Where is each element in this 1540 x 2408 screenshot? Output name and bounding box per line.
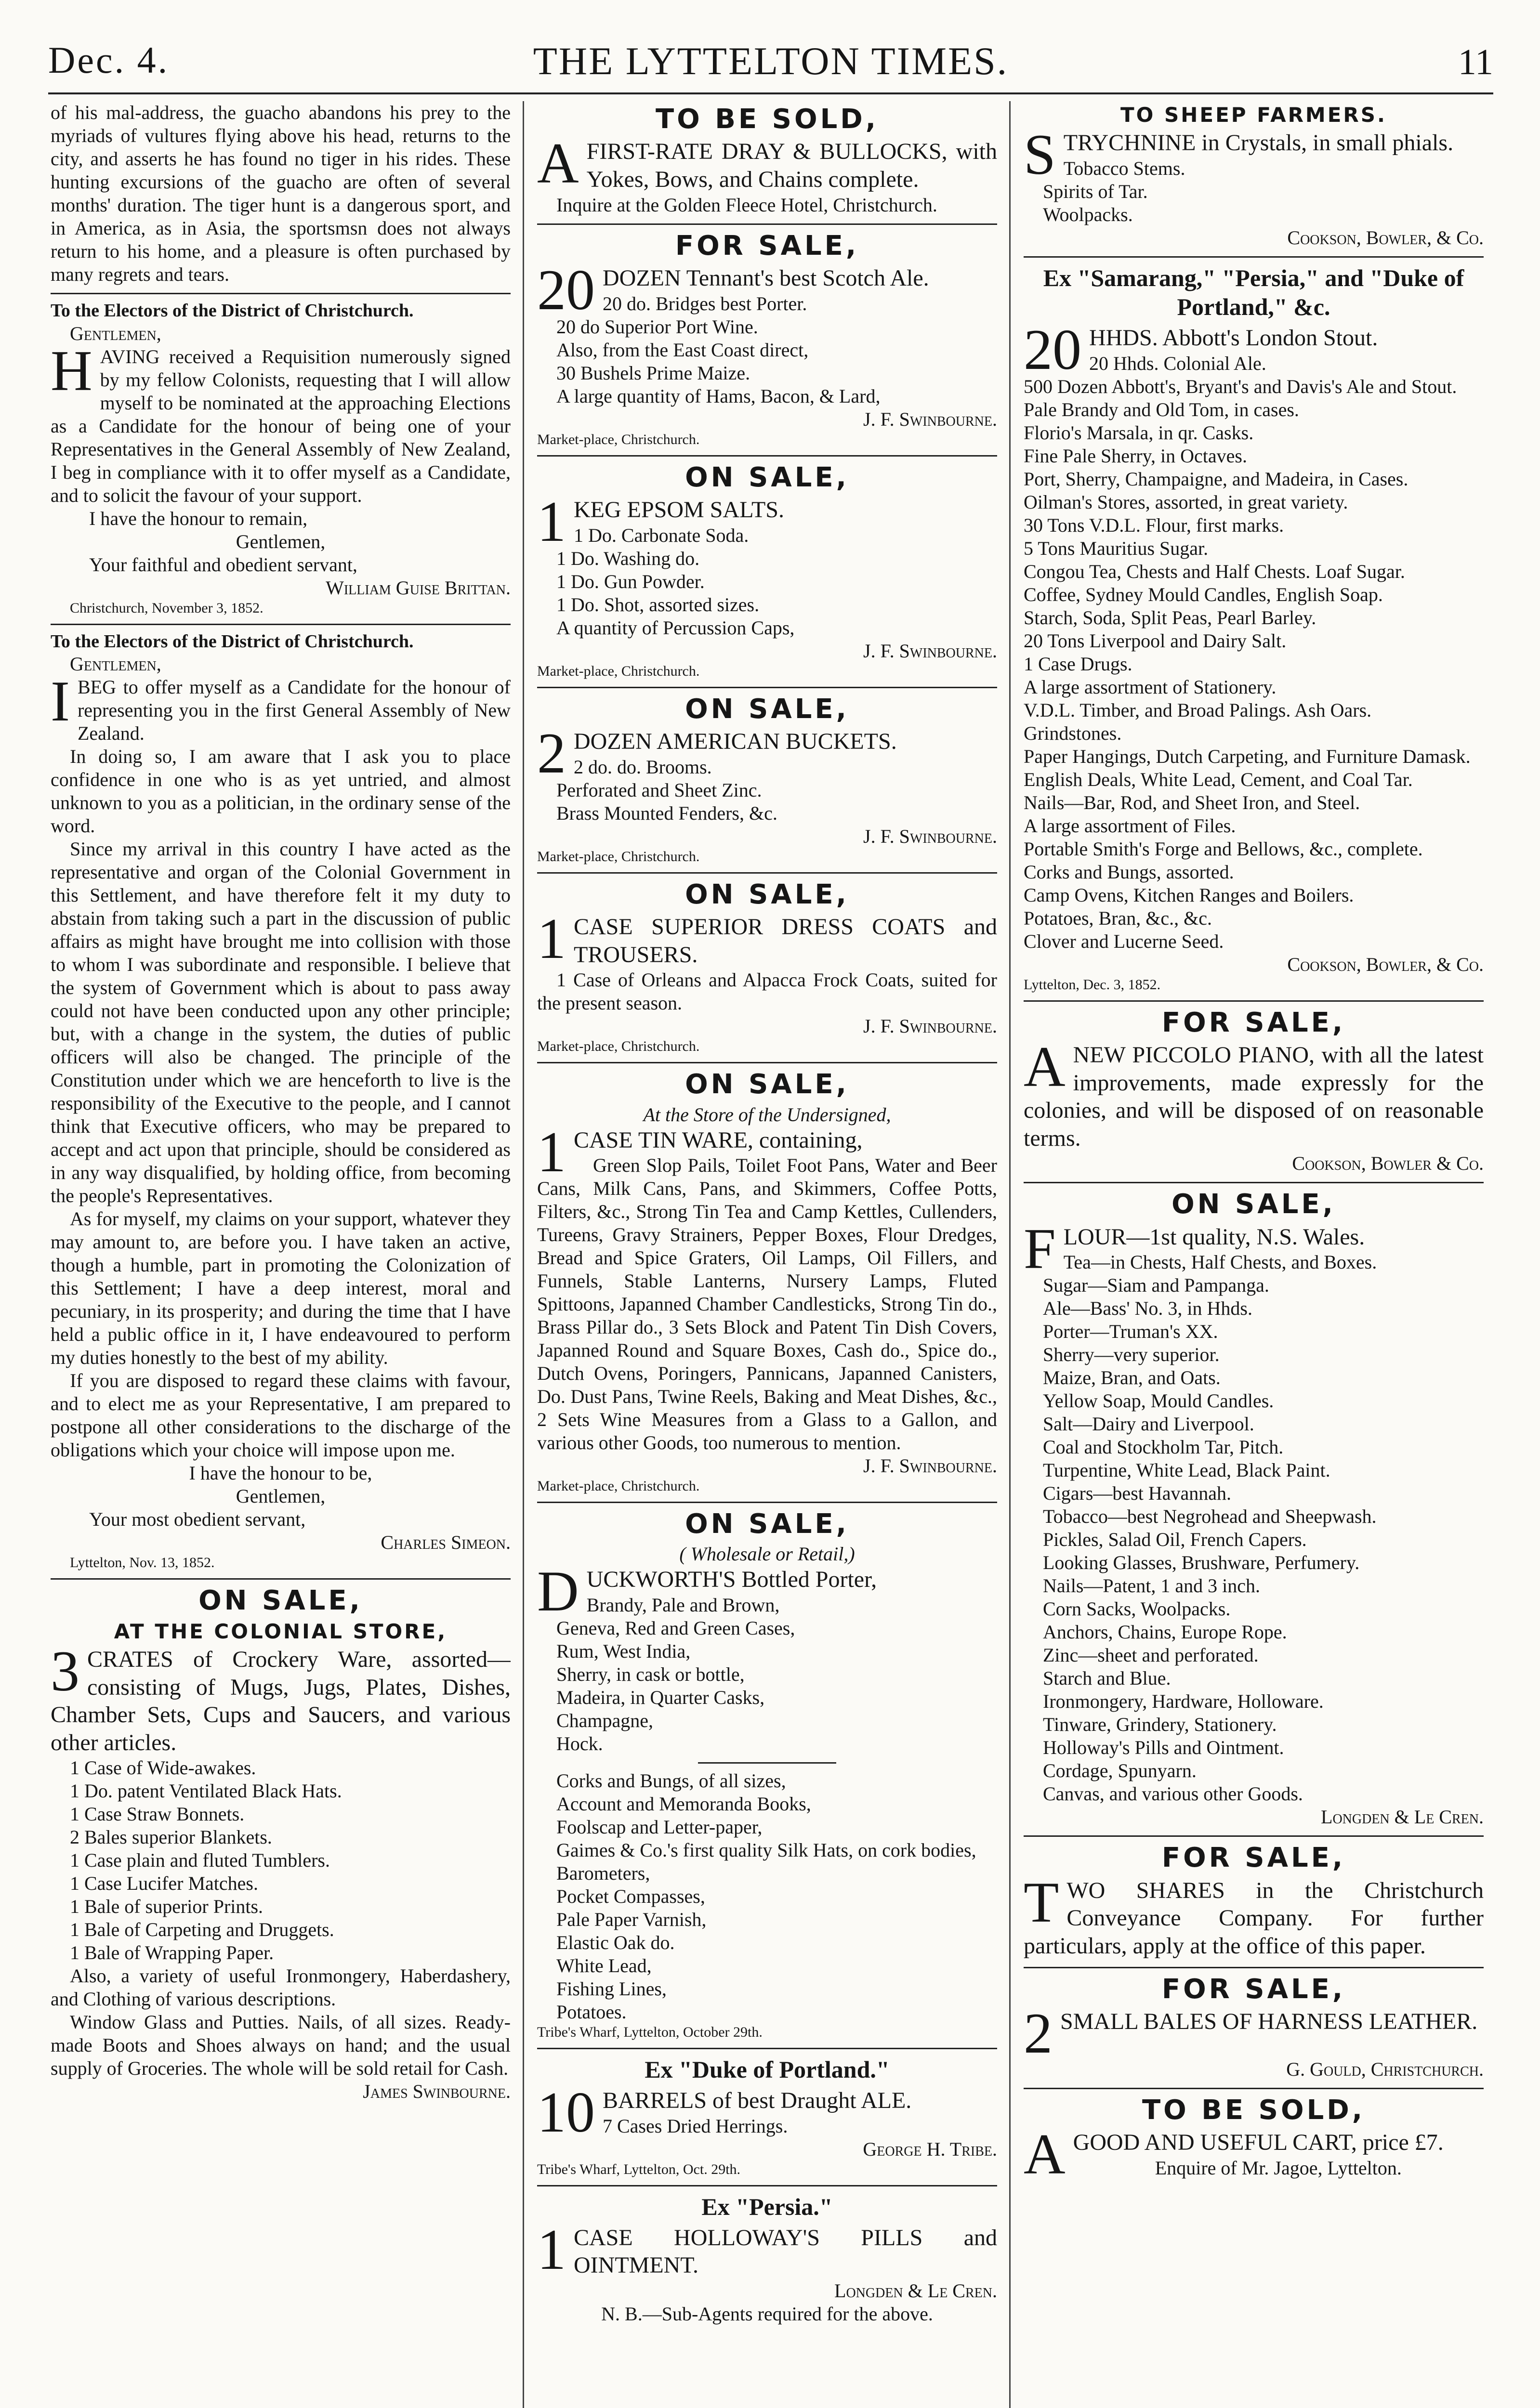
divider bbox=[537, 872, 997, 874]
dateline: Market-place, Christchurch. bbox=[537, 1038, 700, 1055]
ad-lead: 20 Hhds. Colonial Ale. bbox=[1089, 352, 1266, 374]
list-item: 2 Bales superior Blankets. bbox=[70, 1826, 272, 1848]
address-paragraph: As for myself, my claims on your support, whatever they may amount to, are before you. I have taken an active, though a humble, part in promoting the Colonization of this Settlement; I have a deep interest, moral and pecuniary, in its prosperity; and during the time that I have held a public office in it, I have endeavoured to perform my duties honestly to the best of my ability. bbox=[51, 1208, 511, 1369]
list-item: Salt—Dairy and Liverpool. bbox=[1043, 1413, 1254, 1435]
divider bbox=[537, 2048, 997, 2049]
ad-heading: Ex "Persia." bbox=[701, 2193, 833, 2220]
list-item: 20 do. Bridges best Porter. bbox=[603, 292, 807, 314]
simeon-address bbox=[51, 631, 511, 1572]
list-item: Pickles, Salad Oil, French Capers. bbox=[1043, 1529, 1307, 1551]
list-item: Fishing Lines, bbox=[556, 1978, 667, 2000]
list-item: Sherry, in cask or bottle, bbox=[556, 1663, 745, 1686]
divider bbox=[537, 1062, 997, 1063]
list-item: A quantity of Percussion Caps, bbox=[556, 616, 795, 639]
holloway-ad bbox=[537, 2192, 997, 2326]
drop-initial: I bbox=[51, 669, 70, 733]
list-item: Account and Memoranda Books, bbox=[556, 1793, 811, 1815]
tin-ware-ad bbox=[537, 1069, 997, 1495]
ad-heading: Ex "Samarang," "Persia," and "Duke of Portland," &c. bbox=[1043, 264, 1464, 320]
item-list bbox=[1024, 1251, 1484, 1806]
list-item: 1 Case Lucifer Matches. bbox=[70, 1872, 258, 1895]
ad-heading: TO SHEEP FARMERS. bbox=[1120, 103, 1387, 127]
ad-lead: CASE TIN WARE, containing, bbox=[574, 1127, 863, 1153]
list-item: Potatoes, Bran, &c., &c. bbox=[1024, 907, 1212, 929]
ad-heading: ON SALE, bbox=[685, 878, 849, 910]
list-item: Coffee, Sydney Mould Candles, English Soap. bbox=[1024, 583, 1383, 605]
ad-lead: DOZEN Tennant's best Scotch Ale. bbox=[603, 265, 929, 291]
list-item: Corks and Bungs, assorted. bbox=[1024, 861, 1234, 883]
list-item: Tobacco Stems. bbox=[1063, 157, 1185, 179]
piano-ad bbox=[1024, 1008, 1484, 1176]
list-item: Nails—Patent, 1 and 3 inch. bbox=[1043, 1575, 1261, 1597]
ad-lead: UCKWORTH'S Bottled Porter, bbox=[586, 1567, 877, 1593]
address-paragraph: In doing so, I am aware that I ask you to place confidence in one who is as yet untried, and almost unknown to you as a politician, in the ordinary sense of the word. bbox=[51, 746, 511, 837]
list-item: English Deals, White Lead, Cement, and Coal Tar. bbox=[1024, 768, 1413, 790]
ad-heading: ON SALE, bbox=[685, 461, 849, 493]
list-item: Florio's Marsala, in qr. Casks. bbox=[1024, 421, 1254, 444]
item-list bbox=[1024, 157, 1484, 226]
item-list bbox=[51, 1756, 511, 1964]
list-item: Zinc—sheet and perforated. bbox=[1043, 1644, 1259, 1666]
column-1 bbox=[51, 101, 511, 2408]
column-rule bbox=[523, 101, 524, 2408]
list-item: Port, Sherry, Champaigne, and Madeira, in Cases. bbox=[1024, 468, 1408, 490]
list-item: Brandy, Pale and Brown, bbox=[586, 1594, 780, 1616]
ad-heading: FOR SALE, bbox=[675, 230, 859, 262]
closing-line: Gentlemen, bbox=[236, 1485, 326, 1507]
list-item: Starch, Soda, Split Peas, Pearl Barley. bbox=[1024, 606, 1316, 628]
ad-heading: FOR SALE, bbox=[1161, 1007, 1346, 1038]
list-item: Pale Brandy and Old Tom, in cases. bbox=[1024, 398, 1299, 420]
list-item: Corn Sacks, Woolpacks. bbox=[1043, 1598, 1231, 1620]
ad-heading: TO BE SOLD, bbox=[1142, 2094, 1366, 2126]
list-item: Congou Tea, Chests and Half Chests. Loaf Sugar. bbox=[1024, 560, 1405, 582]
list-item: Geneva, Red and Green Cases, bbox=[556, 1617, 795, 1639]
list-item: 500 Dozen Abbott's, Bryant's and Davis's Ale and Stout. bbox=[1024, 375, 1457, 397]
dateline: Lyttelton, Dec. 3, 1852. bbox=[1024, 976, 1161, 993]
drop-initial: H bbox=[51, 338, 92, 403]
portland-ale-ad bbox=[537, 2055, 997, 2178]
list-item: Perforated and Sheet Zinc. bbox=[556, 779, 762, 801]
item-list bbox=[537, 1769, 997, 2024]
item-list bbox=[537, 756, 997, 825]
sheep-farmers-ad bbox=[1024, 103, 1484, 249]
dateline: Market-place, Christchurch. bbox=[537, 431, 700, 447]
divider bbox=[51, 1578, 511, 1580]
list-item: 1 Case plain and fluted Tumblers. bbox=[70, 1849, 330, 1871]
signature: Longden & Le Cren. bbox=[1321, 1806, 1484, 1828]
ad-heading: Ex "Duke of Portland." bbox=[645, 2056, 890, 2083]
list-item: A large assortment of Files. bbox=[1024, 814, 1236, 837]
list-item: Potatoes. bbox=[556, 2001, 627, 2023]
list-item: Gaimes & Co.'s first quality Silk Hats, on cork bodies, bbox=[556, 1839, 976, 1861]
signature: J. F. Swinbourne. bbox=[863, 640, 997, 662]
duckworth-ad bbox=[537, 1509, 997, 2041]
list-item: 1 Do. Gun Powder. bbox=[556, 570, 705, 592]
list-item: Spirits of Tar. bbox=[1043, 180, 1148, 202]
list-item: V.D.L. Timber, and Broad Palings. Ash Oars. bbox=[1024, 699, 1372, 721]
list-item: Tinware, Grindery, Stationery. bbox=[1043, 1714, 1277, 1736]
newspaper-title: THE LYTTELTON TIMES. bbox=[533, 39, 1009, 83]
signature: J. F. Swinbourne. bbox=[863, 408, 997, 430]
divider bbox=[1024, 1182, 1484, 1183]
column-2 bbox=[537, 101, 997, 2408]
drop-initial: 3 bbox=[51, 1638, 79, 1703]
item-list bbox=[1024, 375, 1484, 953]
list-item: 20 Tons Liverpool and Dairy Salt. bbox=[1024, 629, 1287, 652]
epsom-salts-ad bbox=[537, 462, 997, 680]
divider bbox=[1024, 1835, 1484, 1837]
drop-initial: 20 bbox=[537, 257, 595, 322]
list-item: Champagne, bbox=[556, 1710, 654, 1732]
divider bbox=[1024, 1000, 1484, 1002]
address-paragraph: If you are disposed to regard these claims with favour, and to elect me as your Representative, I am prepared to postpone all other considerations to the discharge of the obligations which your choice will impose upon me. bbox=[51, 1370, 511, 1461]
list-item: 30 Bushels Prime Maize. bbox=[556, 362, 750, 384]
list-item: A large assortment of Stationery. bbox=[1024, 676, 1277, 698]
list-item: Madeira, in Quarter Casks, bbox=[556, 1687, 765, 1709]
list-item: Cordage, Spunyarn. bbox=[1043, 1760, 1197, 1782]
drop-initial: A bbox=[1024, 2122, 1066, 2186]
list-item: Brass Mounted Fenders, &c. bbox=[556, 802, 777, 824]
cart-ad bbox=[1024, 2094, 1484, 2186]
list-item: 1 Case Drugs. bbox=[1024, 653, 1132, 675]
ad-heading: ON SALE, bbox=[198, 1585, 363, 1617]
signature: J. F. Swinbourne. bbox=[863, 1455, 997, 1477]
drop-initial: F bbox=[1024, 1216, 1056, 1281]
dateline: Tribe's Wharf, Lyttelton, Oct. 29th. bbox=[537, 2161, 741, 2177]
ad-heading: ON SALE, bbox=[685, 1508, 849, 1540]
list-item: Porter—Truman's XX. bbox=[1043, 1321, 1218, 1343]
ad-lead: LOUR—1st quality, N.S. Wales. bbox=[1063, 1224, 1365, 1250]
ad-heading: ON SALE, bbox=[685, 693, 849, 725]
list-item: 1 Bale of superior Prints. bbox=[70, 1896, 263, 1918]
list-item: Foolscap and Letter-paper, bbox=[556, 1816, 763, 1838]
list-item: Barometers, bbox=[556, 1862, 650, 1885]
list-item: Portable Smith's Forge and Bellows, &c., complete. bbox=[1024, 838, 1423, 860]
signature: J. F. Swinbourne. bbox=[863, 825, 997, 847]
list-item: 1 Case Straw Bonnets. bbox=[70, 1803, 245, 1825]
list-item: Yellow Soap, Mould Candles. bbox=[1043, 1390, 1274, 1412]
list-item: Ale—Bass' No. 3, in Hhds. bbox=[1043, 1297, 1252, 1320]
ad-lead: GOOD AND USEFUL CART, price £7. bbox=[1073, 2130, 1444, 2156]
drop-initial: D bbox=[537, 1559, 579, 1623]
list-item: Clover and Lucerne Seed. bbox=[1024, 930, 1224, 952]
closing-line: Gentlemen, bbox=[236, 530, 326, 552]
list-item: A large quantity of Hams, Bacon, & Lard, bbox=[556, 385, 881, 407]
dateline: Market-place, Christchurch. bbox=[537, 1478, 700, 1494]
signature: Cookson, Bowler, & Co. bbox=[1287, 953, 1484, 975]
drop-initial: 1 bbox=[537, 1119, 566, 1184]
dateline: Lyttelton, Nov. 13, 1852. bbox=[70, 1555, 215, 1571]
salutation: Gentlemen, bbox=[70, 653, 161, 675]
list-item: 1 Bale of Carpeting and Druggets. bbox=[70, 1919, 334, 1941]
flour-ad bbox=[1024, 1189, 1484, 1829]
masthead bbox=[48, 39, 1493, 92]
shares-ad bbox=[1024, 1843, 1484, 1960]
ad-lead: KEG EPSOM SALTS. bbox=[574, 497, 784, 523]
ad-lead: SMALL BALES OF HARNESS LEATHER. bbox=[1060, 2008, 1478, 2034]
list-item: Also, from the East Coast direct, bbox=[556, 339, 809, 361]
signature: William Guise Brittan. bbox=[326, 576, 511, 599]
list-item: 5 Tons Mauritius Sugar. bbox=[1024, 537, 1209, 559]
drop-initial: T bbox=[1024, 1870, 1059, 1934]
divider bbox=[537, 455, 997, 457]
samarang-ad bbox=[1024, 263, 1484, 994]
list-item: Looking Glasses, Brushware, Perfumery. bbox=[1043, 1552, 1360, 1574]
divider bbox=[1024, 2088, 1484, 2089]
address-heading: To the Electors of the District of Christchurch. bbox=[51, 631, 414, 652]
list-item: Turpentine, White Lead, Black Paint. bbox=[1043, 1459, 1330, 1481]
list-item: Tobacco—best Negrohead and Sheepwash. bbox=[1043, 1505, 1377, 1528]
scotch-ale-ad bbox=[537, 231, 997, 448]
drop-initial: 2 bbox=[1024, 2001, 1053, 2065]
signature: James Swinbourne. bbox=[363, 2081, 511, 2103]
list-item: Paper Hangings, Dutch Carpeting, and Furniture Damask. bbox=[1024, 745, 1471, 767]
divider bbox=[537, 687, 997, 688]
list-item: Oilman's Stores, assorted, in great variety. bbox=[1024, 491, 1348, 513]
dateline: Market-place, Christchurch. bbox=[537, 663, 700, 679]
list-item: Coal and Stockholm Tar, Pitch. bbox=[1043, 1436, 1284, 1458]
divider bbox=[537, 223, 997, 225]
list-item: 1 Do. Carbonate Soda. bbox=[574, 524, 749, 546]
list-item: Corks and Bungs, of all sizes, bbox=[556, 1770, 786, 1792]
dateline: Tribe's Wharf, Lyttelton, October 29th. bbox=[537, 2024, 763, 2041]
buckets-ad bbox=[537, 694, 997, 865]
ad-note: N. B.—Sub-Agents required for the above. bbox=[601, 2303, 933, 2325]
dray-ad bbox=[537, 104, 997, 217]
item-list bbox=[537, 524, 997, 640]
divider bbox=[51, 624, 511, 625]
signature: Cookson, Bowler, & Co. bbox=[1287, 226, 1484, 249]
column-rule bbox=[1009, 101, 1011, 2408]
list-item: Elastic Oak do. bbox=[556, 1932, 675, 1954]
list-item: Pocket Compasses, bbox=[556, 1885, 705, 1908]
ad-paragraph: Window Glass and Putties. Nails, of all sizes. Ready-made Boots and Shoes always on hand; and the usual supply of Groceries. The whole will be sold retail for Cash. bbox=[51, 2011, 511, 2080]
ad-subheading: At the Store of the Undersigned, bbox=[643, 1103, 891, 1125]
issue-date: Dec. 4. bbox=[48, 39, 170, 81]
list-item: 1 Do. Washing do. bbox=[556, 547, 700, 569]
list-item: White Lead, bbox=[556, 1955, 652, 1977]
list-item: Pale Paper Varnish, bbox=[556, 1909, 707, 1931]
drop-initial: A bbox=[537, 131, 579, 196]
drop-initial: 1 bbox=[537, 2217, 566, 2281]
list-item: Grindstones. bbox=[1024, 722, 1122, 744]
drop-initial: 1 bbox=[537, 489, 566, 553]
divider bbox=[1024, 1967, 1484, 1968]
ad-lead: CASE SUPERIOR DRESS COATS and TROUSERS. bbox=[574, 914, 997, 968]
list-item: 1 Do. Shot, assorted sizes. bbox=[556, 593, 760, 615]
signature: J. F. Swinbourne. bbox=[863, 1015, 997, 1037]
item-list bbox=[537, 292, 997, 408]
drop-initial: 2 bbox=[537, 720, 566, 785]
list-item: Anchors, Chains, Europe Rope. bbox=[1043, 1621, 1287, 1643]
page-number: 11 bbox=[1458, 42, 1493, 82]
drop-initial: 1 bbox=[537, 906, 566, 970]
closing-line: I have the honour to remain, bbox=[89, 507, 308, 529]
ad-paragraph: Inquire at the Golden Fleece Hotel, Christchurch. bbox=[556, 194, 937, 216]
ad-lead: NEW PICCOLO PIANO, with all the latest improvements, made expressly for the colonies, and will be disposed of on reasonable terms. bbox=[1024, 1042, 1484, 1151]
drop-initial: A bbox=[1024, 1034, 1066, 1099]
item-list bbox=[537, 1594, 997, 1755]
list-item: 2 do. do. Brooms. bbox=[574, 756, 712, 778]
colonial-store-ad bbox=[51, 1585, 511, 2103]
list-item: 30 Tons V.D.L. Flour, first marks. bbox=[1024, 514, 1284, 536]
list-item: Fine Pale Sherry, in Octaves. bbox=[1024, 445, 1247, 467]
ad-subheading: ( Wholesale or Retail,) bbox=[679, 1543, 855, 1565]
list-item: 7 Cases Dried Herrings. bbox=[603, 2115, 788, 2137]
divider bbox=[537, 1502, 997, 1503]
signature: Charles Simeon. bbox=[381, 1531, 511, 1554]
dateline: Christchurch, November 3, 1852. bbox=[70, 600, 263, 616]
address-paragraph: Since my arrival in this country I have acted as the representative and organ of the Colonial Government in this Settlement, and have therefore felt it my duty to abstain from taking such a part in the discussion of public affairs as might have brought me into collision with those to whom I was subordinate and responsible. I believe that the system of Government which is about to pass away could not have been conducted upon any other principle; but, with a change in the system, the duties of public officers will also be changed. The principle of the Constitution under which we are henceforth to live is the responsibility of the Executive to the people, and I cannot think that Executive officers, who may be prepared to accept and act upon that principle, should be considered as in any way disqualified, by holding office, from becoming the people's Representatives. bbox=[51, 838, 511, 1207]
divider bbox=[51, 293, 511, 294]
ad-heading: TO BE SOLD, bbox=[655, 104, 879, 135]
ad-subheading: AT THE COLONIAL STORE, bbox=[114, 1619, 448, 1643]
ad-lead: FIRST-RATE DRAY & BULLOCKS, with Yokes, Bows, and Chains complete. bbox=[586, 139, 997, 192]
address-heading: To the Electors of the District of Christchurch. bbox=[51, 301, 414, 321]
ad-paragraph: Green Slop Pails, Toilet Foot Pans, Water and Beer Cans, Milk Cans, Pans, and Skimmers, Coffee Potts, Filters, &c., Strong Tin Tea and Camp Kettles, Cullenders, Tureens, Gravy Strainers, Pepper Boxes, Flour Dredges, Bread and Spice Graters, Oil Lamps, Oil Fillers, and Funnels, Stable Lanterns, Nursery Lamps, Fluted Spittoons, Japanned Chamber Candlesticks, Strong Tin do., Brass Pillar do., 3 Sets Block and Patent Tin Dish Covers, Japanned Round and Square Boxes, Cash do., Spice do., Dutch Ovens, Poringers, Pannicans, Japanned Canisters, Do. Dust Pans, Twine Reels, Baking and Meat Dishes, &c., 2 Sets Wine Measures from a Glass to a Gallon, and various other Goods, too numerous to mention. bbox=[537, 1154, 997, 1454]
list-item: 20 do Superior Port Wine. bbox=[556, 315, 758, 338]
list-item: Ironmongery, Hardware, Holloware. bbox=[1043, 1690, 1324, 1713]
divider bbox=[698, 1762, 836, 1764]
ad-lead: CASE HOLLOWAY'S PILLS and OINTMENT. bbox=[574, 2225, 997, 2278]
drop-initial: S bbox=[1024, 122, 1056, 187]
drop-initial: 20 bbox=[1024, 317, 1081, 381]
divider bbox=[1024, 256, 1484, 258]
brittan-address bbox=[51, 300, 511, 617]
ad-lead: TRYCHNINE in Crystals, in small phials. bbox=[1063, 130, 1454, 156]
ad-lead: HHDS. Abbott's London Stout. bbox=[1089, 325, 1378, 351]
address-body: AVING received a Requisition numerously signed by my fellow Colonists, requesting that I will allow myself to be nominated at the approaching Elections as a Candidate for the honour of being one of your Representatives in the General Assembly of New Zealand, I beg in compliance with it to offer myself as a Candidate, and to solicit the favour of your support. bbox=[51, 345, 511, 506]
continued-article: of his mal-address, the guacho abandons his prey to the myriads of vultures flying above his head, returns to the city, and asserts he has found no tiger in his rides. These hunting excursions of the guacho are often of several months' duration. The tiger hunt is a dangerous sport, and in America, as in Asia, the sportsmsn does not always return to his home, and a pleasure is often purchased by many regrets and tears. bbox=[51, 102, 511, 285]
address-paragraph: BEG to offer myself as a Candidate for the honour of representing you in the first General Assembly of New Zealand. bbox=[77, 676, 511, 745]
signature: Cookson, Bowler & Co. bbox=[1292, 1152, 1484, 1175]
salutation: Gentlemen, bbox=[70, 322, 161, 344]
ad-heading: ON SALE, bbox=[685, 1069, 849, 1100]
list-item: Camp Ovens, Kitchen Ranges and Boilers. bbox=[1024, 884, 1354, 906]
drop-initial: 10 bbox=[537, 2080, 595, 2145]
list-item: Maize, Bran, and Oats. bbox=[1043, 1367, 1221, 1389]
list-item: Cigars—best Havannah. bbox=[1043, 1482, 1232, 1505]
signature: G. Gould, Christchurch. bbox=[1286, 2058, 1484, 2080]
ad-paragraph: 1 Case of Orleans and Alpacca Frock Coats, suited for the present season. bbox=[537, 969, 997, 1014]
ad-paragraph: Enquire of Mr. Jagoe, Lyttelton. bbox=[1155, 2157, 1402, 2179]
list-item: Nails—Bar, Rod, and Sheet Iron, and Steel. bbox=[1024, 791, 1360, 813]
closing-line: Your faithful and obedient servant, bbox=[89, 553, 357, 576]
list-item: Sugar—Siam and Pampanga. bbox=[1043, 1274, 1269, 1296]
closing-line: Your most obedient servant, bbox=[89, 1508, 306, 1531]
list-item: Hock. bbox=[556, 1733, 603, 1755]
column-3 bbox=[1024, 101, 1484, 2408]
list-item: Sherry—very superior. bbox=[1043, 1344, 1220, 1366]
dateline: Market-place, Christchurch. bbox=[537, 848, 700, 864]
list-item: Holloway's Pills and Ointment. bbox=[1043, 1737, 1284, 1759]
closing-line: I have the honour to be, bbox=[189, 1462, 372, 1484]
signature: George H. Tribe. bbox=[863, 2138, 997, 2160]
ad-lead: WO SHARES in the Christchurch Conveyance Company. For further particulars, apply at the office of this paper. bbox=[1024, 1877, 1484, 1959]
ad-heading: FOR SALE, bbox=[1161, 1973, 1346, 2005]
ad-lead: BARRELS of best Draught ALE. bbox=[603, 2088, 912, 2114]
ad-paragraph: Also, a variety of useful Ironmongery, Haberdashery, and Clothing of various descriptions. bbox=[51, 1965, 511, 2010]
list-item: Woolpacks. bbox=[1043, 203, 1133, 225]
dress-coats-ad bbox=[537, 879, 997, 1056]
masthead-rule bbox=[48, 92, 1493, 94]
ad-lead: CRATES of Crockery Ware, assorted—consisting of Mugs, Jugs, Plates, Dishes, Chamber Sets, Cups and Saucers, and various other articles. bbox=[51, 1646, 511, 1755]
list-item: 1 Do. patent Ventilated Black Hats. bbox=[70, 1780, 342, 1802]
ad-heading: FOR SALE, bbox=[1161, 1842, 1346, 1874]
list-item: Canvas, and various other Goods. bbox=[1043, 1783, 1303, 1805]
list-item: 1 Case of Wide-awakes. bbox=[70, 1757, 256, 1779]
list-item: 1 Bale of Wrapping Paper. bbox=[70, 1942, 274, 1964]
signature: Longden & Le Cren. bbox=[834, 2279, 997, 2302]
list-item: Starch and Blue. bbox=[1043, 1667, 1171, 1689]
divider bbox=[537, 2185, 997, 2186]
ad-lead: DOZEN AMERICAN BUCKETS. bbox=[574, 728, 897, 754]
list-item: Rum, West India, bbox=[556, 1640, 691, 1662]
harness-leather-ad bbox=[1024, 1974, 1484, 2081]
list-item: Tea—in Chests, Half Chests, and Boxes. bbox=[1063, 1251, 1377, 1273]
ad-heading: ON SALE, bbox=[1171, 1189, 1336, 1220]
